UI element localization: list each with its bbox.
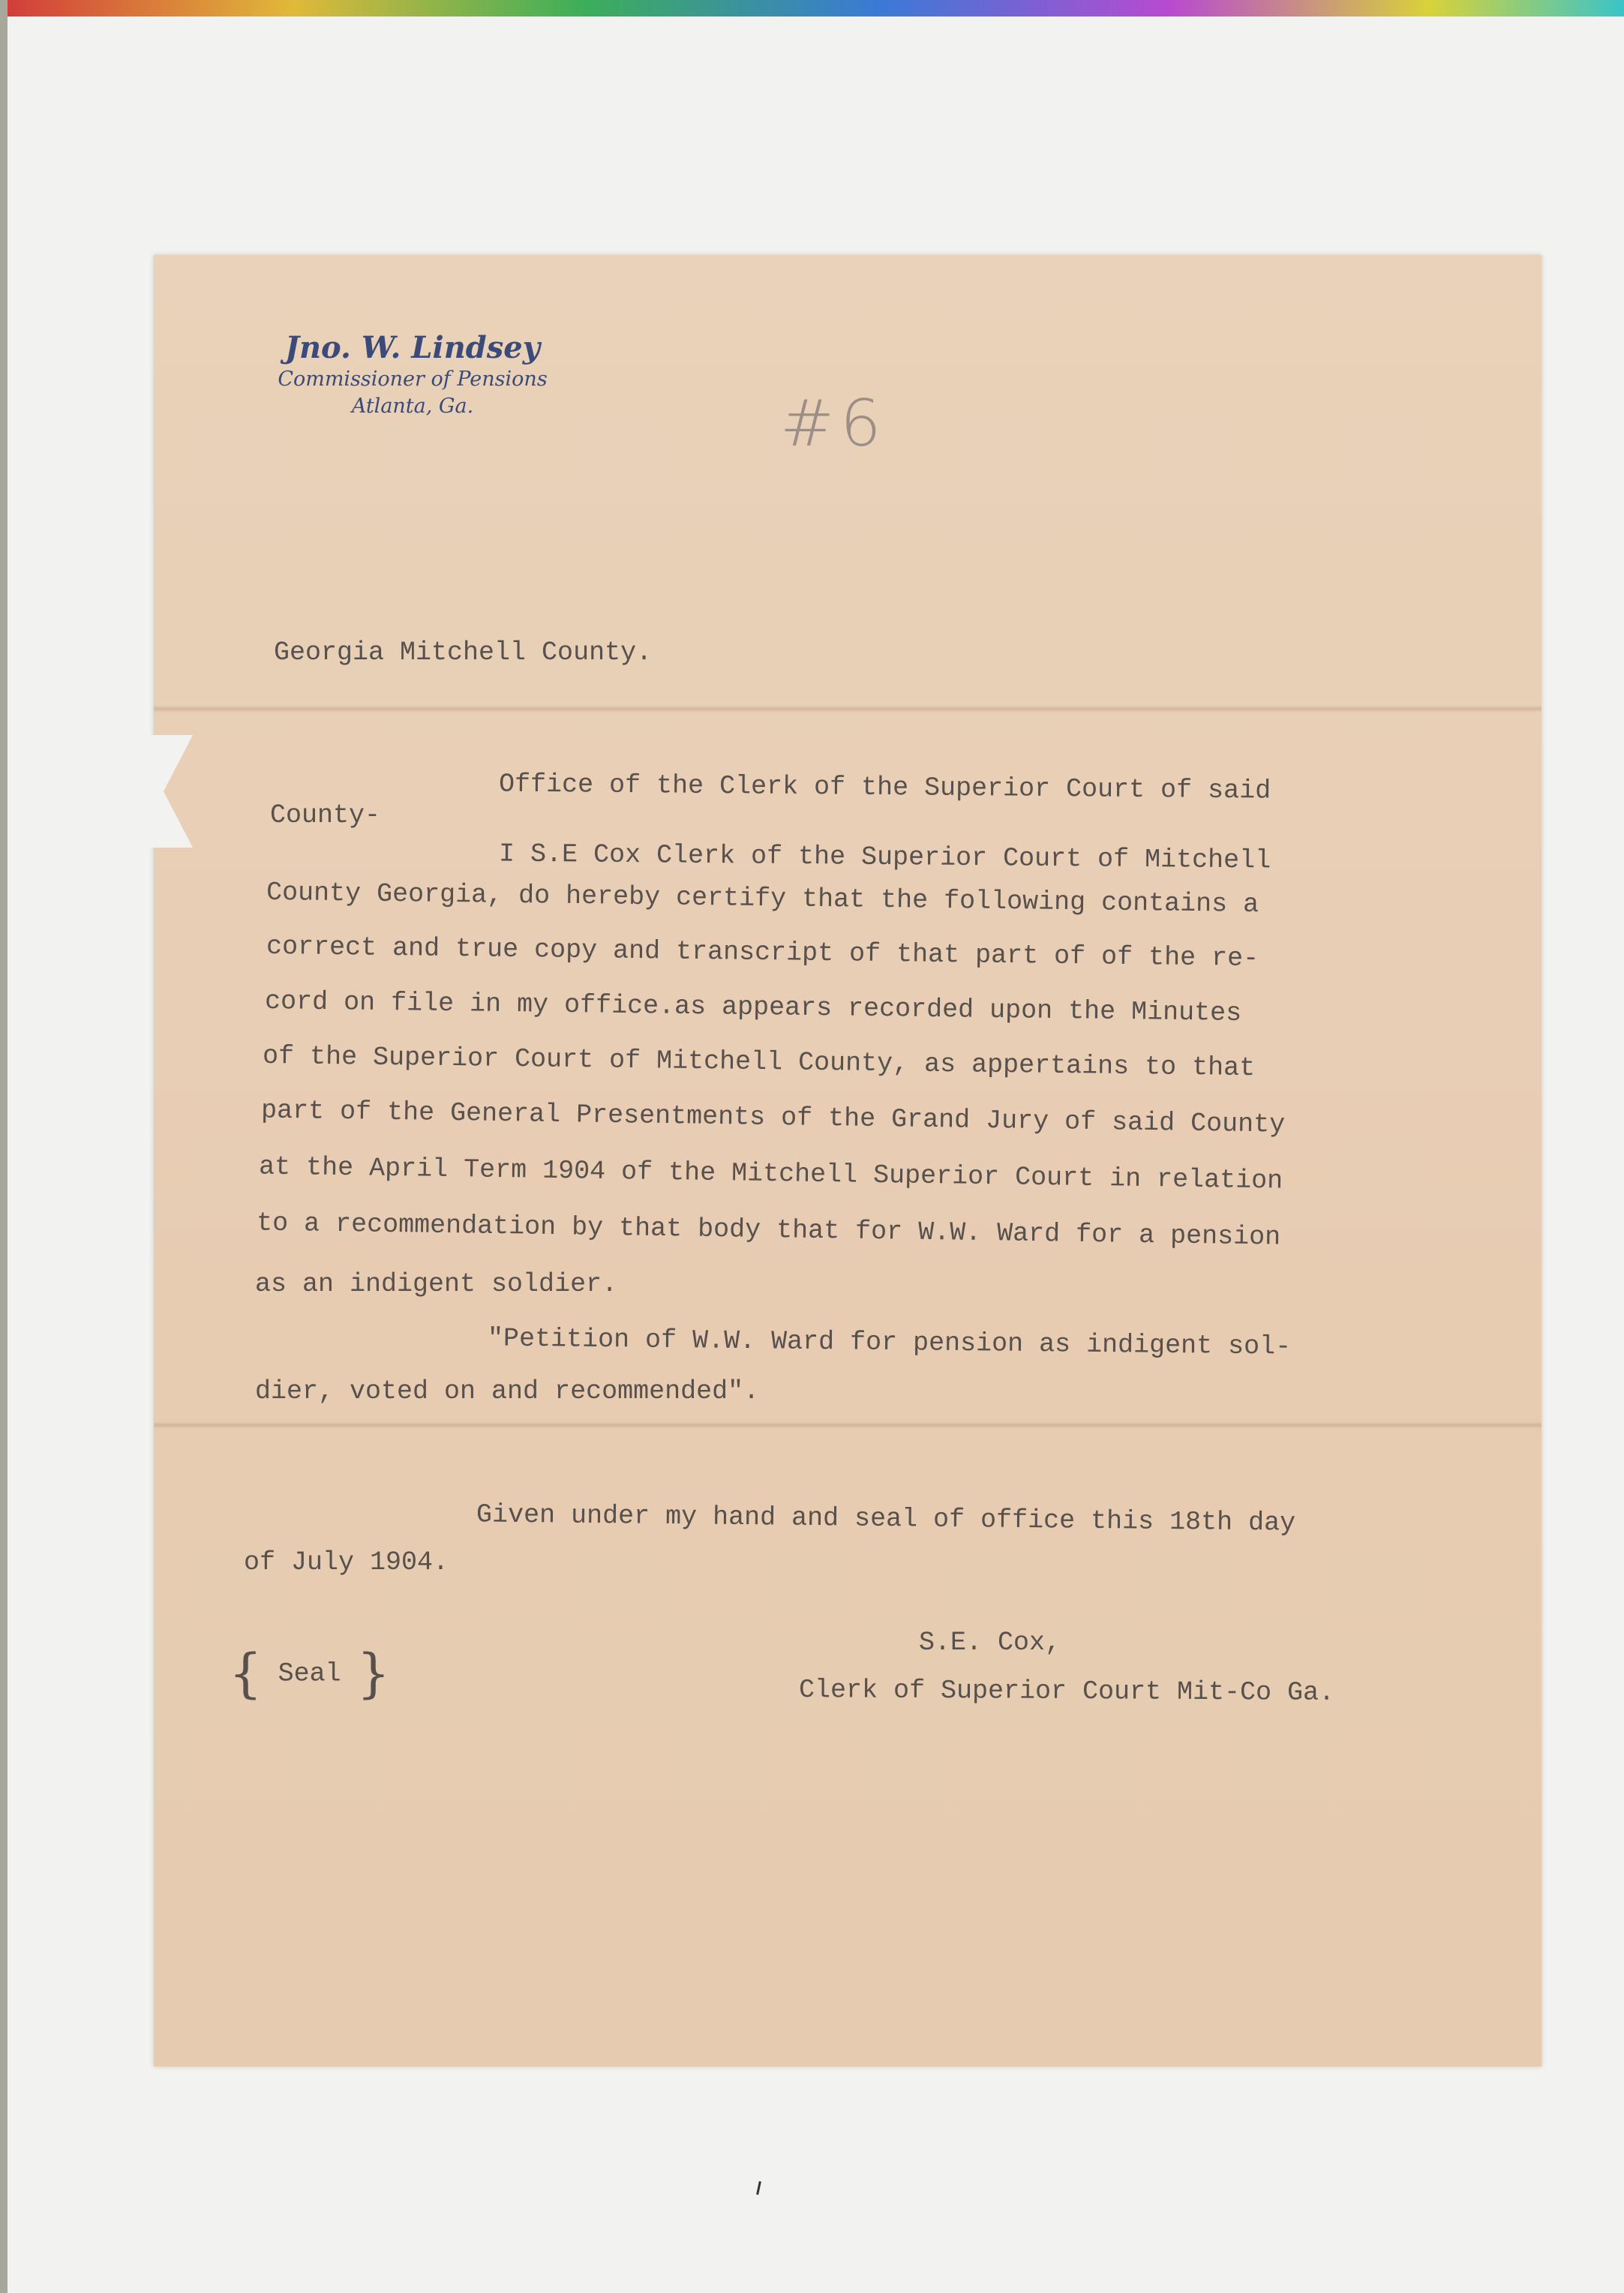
paper-fold	[154, 705, 1541, 713]
body-line: correct and true copy and transcript of that part of of the re-	[266, 931, 1259, 974]
body-line: "Petition of W.W. Ward for pension as indigent sol-	[487, 1323, 1292, 1362]
letterhead-title: Commissioner of Pensions	[278, 368, 548, 391]
document-page	[154, 255, 1541, 2066]
body-line: County Georgia, do hereby certify that the following contains a	[266, 877, 1259, 920]
body-line: Office of the Clerk of the Superior Court of said	[498, 769, 1271, 806]
body-line: of the Superior Court of Mitchell County, as appertains to that	[262, 1040, 1256, 1084]
body-line: Georgia Mitchell County.	[274, 638, 653, 668]
seal-right-brace: }	[356, 1643, 391, 1704]
body-line: cord on file in my office.as appears recorded upon the Minutes	[264, 986, 1242, 1028]
seal-label: Seal	[278, 1658, 341, 1689]
body-line: County-	[270, 800, 381, 830]
scan-left-edge	[0, 0, 8, 2293]
seal-left-brace: {	[229, 1643, 263, 1704]
scan-artifact-mark	[756, 2181, 761, 2195]
paper-fold	[154, 1421, 1541, 1429]
body-line: as an indigent soldier.	[255, 1269, 618, 1299]
body-line: Given under my hand and seal of office this 18th day	[476, 1499, 1296, 1538]
letterhead-name: Jno. W. Lindsey	[285, 330, 540, 365]
signature-title: Clerk of Superior Court Mit-Co Ga.	[798, 1675, 1335, 1708]
body-line: at the April Term 1904 of the Mitchell Superior Court in relation	[258, 1151, 1283, 1196]
body-line: of July 1904.	[244, 1547, 449, 1577]
signature-name: S.E. Cox,	[919, 1628, 1061, 1658]
body-line: I S.E Cox Clerk of the Superior Court of Mitchell	[498, 839, 1271, 876]
body-line: dier, voted on and recommended".	[255, 1376, 760, 1406]
scan-color-strip	[0, 0, 1624, 17]
seal-placeholder	[229, 1643, 390, 1704]
body-line: to a recommendation by that body that for W.W. Ward for a pension	[256, 1208, 1281, 1253]
pencil-page-number: #6	[780, 386, 887, 461]
letterhead-city: Atlanta, Ga.	[351, 395, 474, 418]
body-line: part of the General Presentments of the Grand Jury of said County	[260, 1095, 1286, 1140]
paper-tear	[148, 735, 193, 848]
letterhead	[255, 330, 570, 420]
